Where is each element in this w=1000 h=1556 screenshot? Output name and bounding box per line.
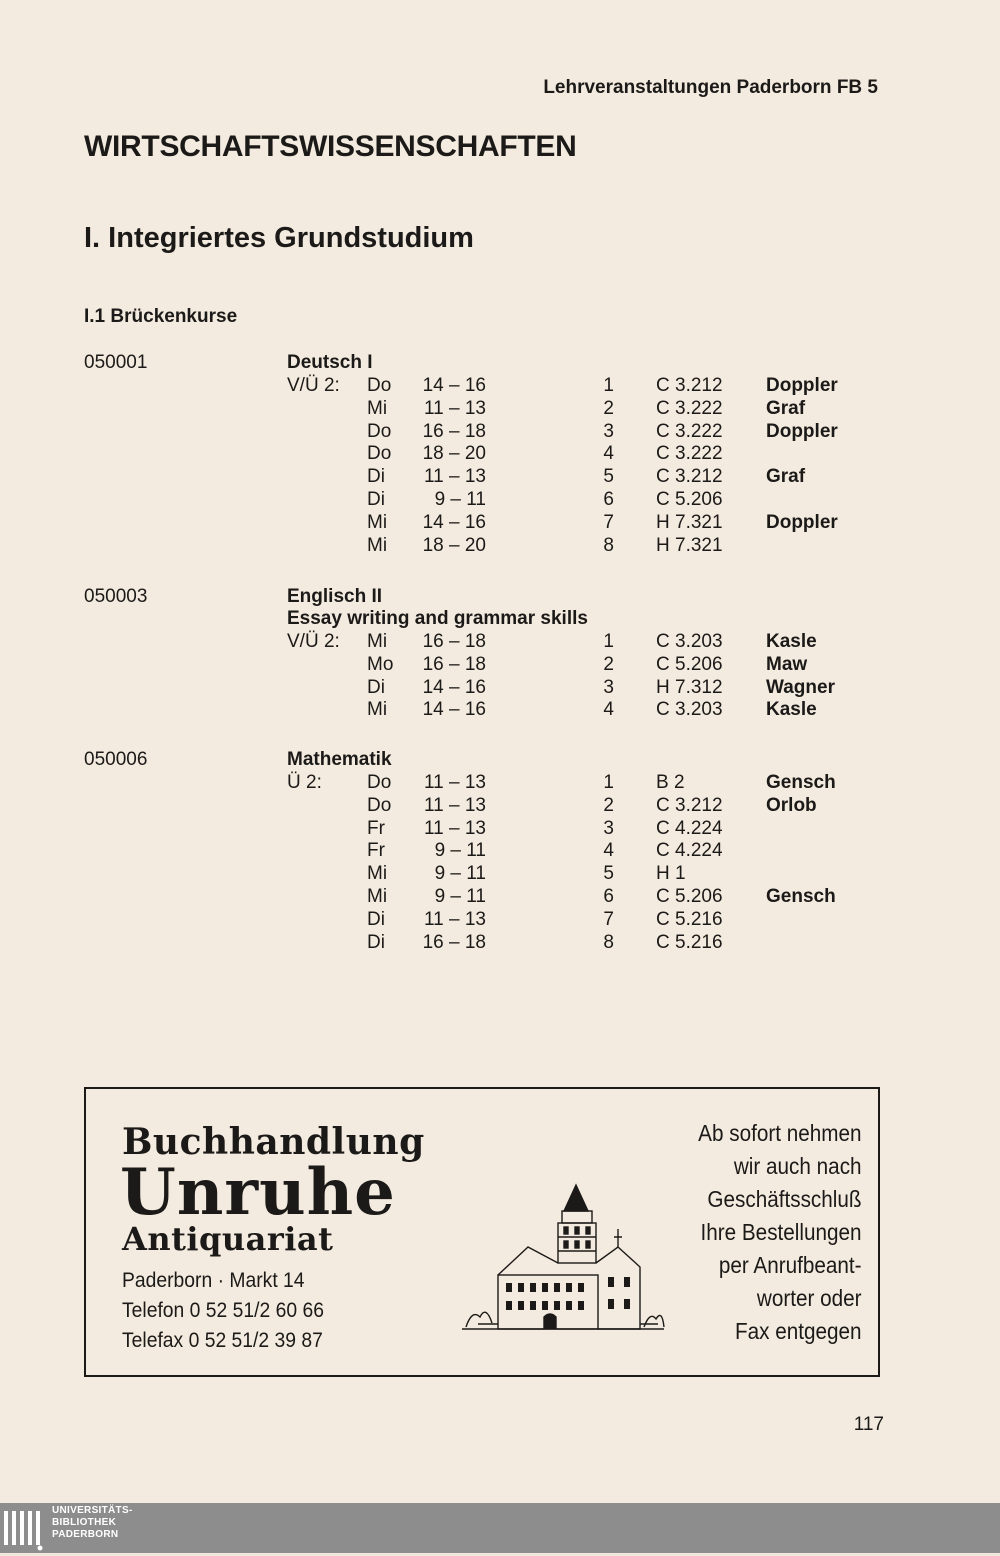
course-name: Deutsch I xyxy=(287,352,373,373)
session-day: Mi xyxy=(367,631,388,652)
session-time: 9 – 11 xyxy=(434,489,486,510)
session-room: C 3.222 xyxy=(656,443,723,465)
course-name: Englisch II xyxy=(287,586,383,607)
section-heading: I. Integriertes Grundstudium xyxy=(84,222,474,254)
session-row xyxy=(84,654,884,677)
session-day: Di xyxy=(367,489,385,510)
session-time: 11 – 13 xyxy=(424,908,486,930)
running-head: Lehrveranstaltungen Paderborn FB 5 xyxy=(543,77,878,98)
session-time: 14 – 16 xyxy=(422,375,486,396)
session-time: 9 – 11 xyxy=(434,840,486,862)
session-room: C 3.222 xyxy=(656,397,723,419)
ad-address: Paderborn · Markt 14 xyxy=(122,1269,305,1292)
course-number: 050001 xyxy=(84,352,148,373)
session-row xyxy=(84,398,884,421)
ad-message-line: Geschäftsschluß xyxy=(707,1186,862,1212)
session-row xyxy=(84,863,884,886)
library-name xyxy=(52,1505,133,1541)
session-group: 1 xyxy=(603,375,614,396)
session-room: C 5.206 xyxy=(656,653,723,675)
session-group: 4 xyxy=(603,699,614,721)
session-time: 18 – 20 xyxy=(422,443,486,465)
session-row xyxy=(84,375,884,398)
ad-message-line: worter oder xyxy=(757,1285,862,1311)
course-number: 050003 xyxy=(84,586,148,607)
session-group: 2 xyxy=(603,653,614,675)
session-group: 3 xyxy=(603,817,614,839)
bookshop-advertisement xyxy=(84,1087,880,1377)
session-group: 3 xyxy=(603,420,614,442)
ad-shop-line1: Buchhandlung xyxy=(122,1121,425,1163)
session-teacher: Graf xyxy=(766,466,806,488)
session-teacher: Doppler xyxy=(766,420,838,442)
session-row xyxy=(84,932,884,955)
session-time: 16 – 18 xyxy=(422,631,486,652)
cathedral-drawing-icon xyxy=(458,1177,668,1342)
session-group: 6 xyxy=(603,886,614,907)
library-footer xyxy=(0,1503,1000,1553)
session-group: 8 xyxy=(603,534,614,556)
session-group: 6 xyxy=(603,489,614,510)
session-time: 11 – 13 xyxy=(424,772,486,793)
session-teacher: Gensch xyxy=(766,772,836,793)
session-time: 9 – 11 xyxy=(434,886,486,907)
session-room: H 7.321 xyxy=(656,511,723,533)
session-teacher: Orlob xyxy=(766,794,817,816)
session-row xyxy=(84,840,884,863)
session-room: C 3.212 xyxy=(656,375,723,396)
ad-fax: Telefax 0 52 51/2 39 87 xyxy=(122,1329,323,1352)
session-row xyxy=(84,886,884,909)
session-group: 7 xyxy=(603,908,614,930)
ad-phone: Telefon 0 52 51/2 60 66 xyxy=(122,1299,324,1322)
course-subtitle: Essay writing and grammar skills xyxy=(287,608,588,629)
session-time: 9 – 11 xyxy=(434,863,486,885)
ad-message-line: Fax entgegen xyxy=(735,1318,862,1344)
ad-shop-name: Unruhe xyxy=(120,1155,396,1230)
session-row xyxy=(84,631,884,654)
ad-message-line: wir auch nach xyxy=(734,1153,862,1179)
page-title: WIRTSCHAFTSWISSENSCHAFTEN xyxy=(84,130,577,163)
session-row xyxy=(84,699,884,722)
session-time: 11 – 13 xyxy=(424,794,486,816)
session-row xyxy=(84,909,884,932)
session-teacher: Doppler xyxy=(766,511,838,533)
session-day: Do xyxy=(367,375,392,396)
session-day: Mi xyxy=(367,397,388,419)
session-row xyxy=(84,443,884,466)
session-room: C 3.212 xyxy=(656,466,723,488)
session-room: C 3.203 xyxy=(656,699,723,721)
session-group: 1 xyxy=(603,772,614,793)
session-group: 5 xyxy=(603,466,614,488)
session-time: 16 – 18 xyxy=(422,420,486,442)
session-teacher: Kasle xyxy=(766,631,817,652)
course-name: Mathematik xyxy=(287,749,392,770)
course-type: Ü 2: xyxy=(287,772,322,793)
session-time: 16 – 18 xyxy=(422,931,486,953)
session-day: Do xyxy=(367,443,392,465)
session-group: 1 xyxy=(603,631,614,652)
session-room: C 5.206 xyxy=(656,489,723,510)
session-day: Mi xyxy=(367,699,388,721)
library-name-line: PADERBORN xyxy=(52,1529,119,1540)
session-day: Di xyxy=(367,931,385,953)
session-teacher: Graf xyxy=(766,397,806,419)
session-group: 2 xyxy=(603,794,614,816)
library-name-line: BIBLIOTHEK xyxy=(52,1517,117,1528)
session-group: 3 xyxy=(603,676,614,698)
session-room: C 4.224 xyxy=(656,817,723,839)
session-room: C 5.216 xyxy=(656,931,723,953)
session-teacher: Maw xyxy=(766,653,808,675)
session-room: C 3.203 xyxy=(656,631,723,652)
session-time: 16 – 18 xyxy=(422,653,486,675)
session-time: 11 – 13 xyxy=(424,397,486,419)
session-row xyxy=(84,489,884,512)
session-group: 7 xyxy=(603,511,614,533)
session-day: Do xyxy=(367,794,392,816)
session-teacher: Wagner xyxy=(766,676,835,698)
session-time: 14 – 16 xyxy=(422,699,486,721)
session-room: C 4.224 xyxy=(656,840,723,862)
session-room: C 5.206 xyxy=(656,886,723,907)
library-name-line: UNIVERSITÄTS- xyxy=(52,1505,133,1516)
ad-shop-line3: Antiquariat xyxy=(122,1220,334,1258)
session-day: Di xyxy=(367,466,385,488)
session-day: Do xyxy=(367,420,392,442)
ad-message-line: per Anrufbeant- xyxy=(719,1252,862,1278)
session-room: H 7.321 xyxy=(656,534,723,556)
ad-message xyxy=(699,1117,862,1348)
session-time: 14 – 16 xyxy=(422,511,486,533)
session-group: 2 xyxy=(603,397,614,419)
session-day: Mi xyxy=(367,534,388,556)
session-row xyxy=(84,421,884,444)
library-logo-icon xyxy=(2,1507,46,1556)
session-group: 4 xyxy=(603,443,614,465)
session-time: 14 – 16 xyxy=(422,676,486,698)
session-day: Mi xyxy=(367,863,388,885)
session-day: Mi xyxy=(367,511,388,533)
session-day: Fr xyxy=(367,840,385,862)
session-teacher: Kasle xyxy=(766,699,817,721)
session-row xyxy=(84,772,884,795)
session-day: Mo xyxy=(367,653,394,675)
page-number: 117 xyxy=(853,1414,884,1435)
session-row xyxy=(84,795,884,818)
session-room: B 2 xyxy=(656,772,685,793)
session-group: 5 xyxy=(603,863,614,885)
session-room: H 7.312 xyxy=(656,676,723,698)
session-row xyxy=(84,818,884,841)
session-time: 18 – 20 xyxy=(422,534,486,556)
session-day: Di xyxy=(367,676,385,698)
session-teacher: Doppler xyxy=(766,375,838,396)
session-room: C 3.222 xyxy=(656,420,723,442)
course-type: V/Ü 2: xyxy=(287,631,340,652)
session-room: C 5.216 xyxy=(656,908,723,930)
session-day: Mi xyxy=(367,886,388,907)
session-group: 4 xyxy=(603,840,614,862)
session-row xyxy=(84,677,884,700)
session-day: Fr xyxy=(367,817,385,839)
session-day: Do xyxy=(367,772,392,793)
session-room: C 3.212 xyxy=(656,794,723,816)
session-time: 11 – 13 xyxy=(424,817,486,839)
course-type: V/Ü 2: xyxy=(287,375,340,396)
session-row xyxy=(84,535,884,558)
session-teacher: Gensch xyxy=(766,886,836,907)
session-day: Di xyxy=(367,908,385,930)
session-group: 8 xyxy=(603,931,614,953)
subsection-heading: I.1 Brückenkurse xyxy=(84,306,238,327)
session-row xyxy=(84,466,884,489)
course-number: 050006 xyxy=(84,749,148,770)
session-room: H 1 xyxy=(656,863,686,885)
ad-message-line: Ihre Bestellungen xyxy=(700,1219,862,1245)
ad-message-line: Ab sofort nehmen xyxy=(698,1120,862,1146)
session-time: 11 – 13 xyxy=(424,466,486,488)
session-row xyxy=(84,512,884,535)
